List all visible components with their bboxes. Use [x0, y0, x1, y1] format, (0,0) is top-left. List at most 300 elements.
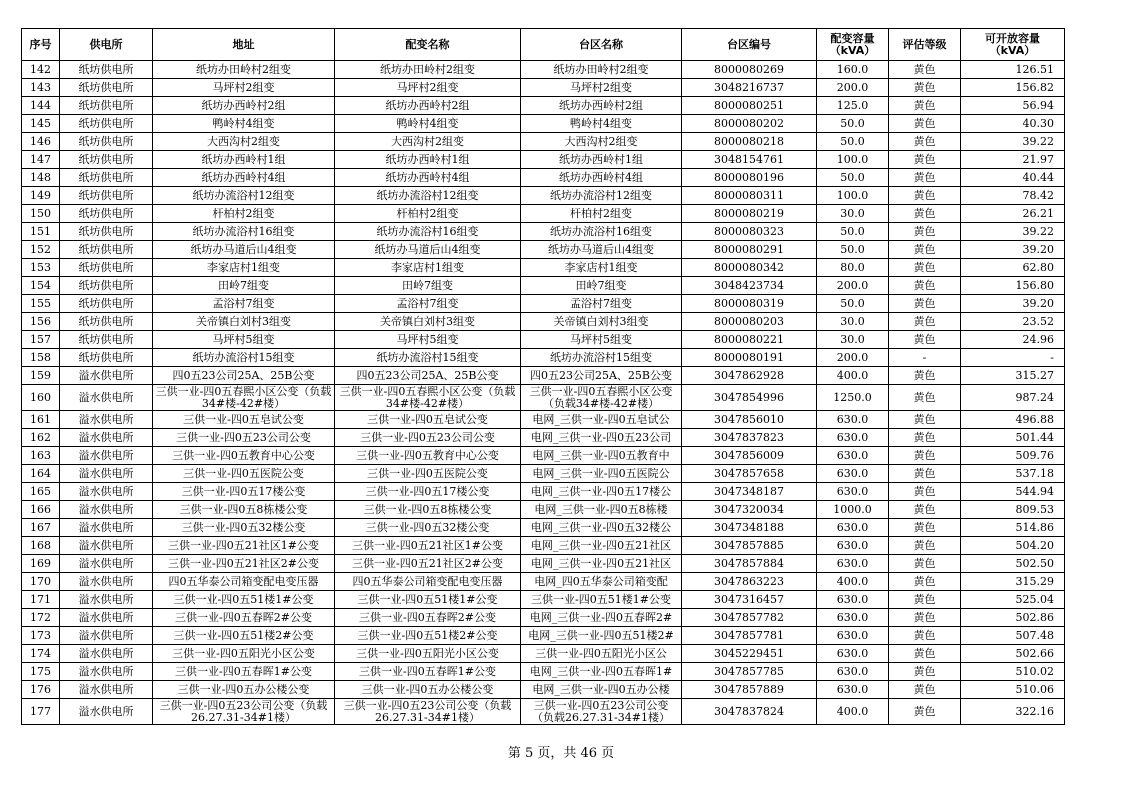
cell-col-capacity: 400.0 [817, 573, 889, 591]
cell-col-area-code: 8000080196 [682, 169, 817, 187]
cell-col-area-code: 3047316457 [682, 591, 817, 609]
cell-col-open-capacity: 322.16 [961, 699, 1065, 725]
cell-col-index: 153 [22, 259, 60, 277]
cell-col-open-capacity: 987.24 [961, 385, 1065, 411]
table-row [22, 331, 1065, 349]
cell-col-area-code: 3047348187 [682, 483, 817, 501]
cell-col-capacity: 50.0 [817, 115, 889, 133]
table-row [22, 205, 1065, 223]
cell-col-open-capacity: 502.50 [961, 555, 1065, 573]
cell-col-area-code: 8000080311 [682, 187, 817, 205]
table-row [22, 699, 1065, 725]
cell-col-station: 纸坊供电所 [60, 349, 153, 367]
cell-col-area-code: 3048154761 [682, 151, 817, 169]
cell-col-transformer: 三供一业-四0五51楼2#公变 [335, 627, 521, 645]
cell-col-grade: 黄色 [889, 241, 961, 259]
cell-col-grade: 黄色 [889, 295, 961, 313]
cell-col-open-capacity: 501.44 [961, 429, 1065, 447]
cell-col-open-capacity: 502.66 [961, 645, 1065, 663]
cell-col-capacity: 200.0 [817, 277, 889, 295]
cell-col-area-code: 3047348188 [682, 519, 817, 537]
table-row [22, 241, 1065, 259]
cell-col-area-code: 3048216737 [682, 79, 817, 97]
cell-col-area-code: 8000080323 [682, 223, 817, 241]
cell-col-capacity: 100.0 [817, 151, 889, 169]
table-row [22, 573, 1065, 591]
cell-col-station: 纸坊供电所 [60, 61, 153, 79]
cell-col-area-name: 电网_三供一业-四0五23公司 [521, 429, 682, 447]
cell-col-capacity: 30.0 [817, 331, 889, 349]
cell-col-index: 171 [22, 591, 60, 609]
table-row [22, 115, 1065, 133]
cell-col-index: 155 [22, 295, 60, 313]
cell-col-grade: 黄色 [889, 447, 961, 465]
cell-col-area-code: 3047857885 [682, 537, 817, 555]
page-footer: 第 5 页，共 46 页 [507, 746, 615, 761]
cell-col-area-name: 关帝镇白刘村3组变 [521, 313, 682, 331]
cell-col-address: 关帝镇白刘村3组变 [153, 313, 335, 331]
cell-col-area-code: 3047857785 [682, 663, 817, 681]
cell-col-index: 176 [22, 681, 60, 699]
cell-col-station: 溢水供电所 [60, 681, 153, 699]
header-col-address: 地址 [153, 29, 335, 61]
table-row [22, 133, 1065, 151]
cell-col-index: 166 [22, 501, 60, 519]
cell-col-area-code: 8000080221 [682, 331, 817, 349]
header-col-transformer: 配变名称 [335, 29, 521, 61]
cell-col-area-name: 马坪村5组变 [521, 331, 682, 349]
cell-col-address: 三供一业-四0五办公楼公变 [153, 681, 335, 699]
cell-col-station: 纸坊供电所 [60, 295, 153, 313]
cell-col-grade: 黄色 [889, 169, 961, 187]
table-row [22, 645, 1065, 663]
cell-col-area-name: 纸坊办西岭村2组 [521, 97, 682, 115]
cell-col-index: 142 [22, 61, 60, 79]
cell-col-grade: 黄色 [889, 501, 961, 519]
cell-col-index: 167 [22, 519, 60, 537]
cell-col-capacity: 630.0 [817, 429, 889, 447]
cell-col-open-capacity: 78.42 [961, 187, 1065, 205]
cell-col-area-code: 8000080202 [682, 115, 817, 133]
cell-col-area-code: 8000080291 [682, 241, 817, 259]
cell-col-grade: 黄色 [889, 223, 961, 241]
cell-col-grade: 黄色 [889, 115, 961, 133]
cell-col-area-name: 纸坊办流浴村15组变 [521, 349, 682, 367]
cell-col-index: 161 [22, 411, 60, 429]
cell-col-transformer: 马坪村5组变 [335, 331, 521, 349]
capacity-table [21, 28, 1065, 725]
cell-col-open-capacity: 40.44 [961, 169, 1065, 187]
cell-col-open-capacity: - [961, 349, 1065, 367]
cell-col-capacity: 50.0 [817, 223, 889, 241]
cell-col-address: 四0五华泰公司箱变配电变压器 [153, 573, 335, 591]
cell-col-area-name: 纸坊办西岭村4组 [521, 169, 682, 187]
cell-col-capacity: 50.0 [817, 295, 889, 313]
cell-col-area-code: 3047856009 [682, 447, 817, 465]
cell-col-area-name: 电网_三供一业-四0五17楼公 [521, 483, 682, 501]
cell-col-station: 溢水供电所 [60, 591, 153, 609]
cell-col-area-name: 电网_三供一业-四0五21社区 [521, 537, 682, 555]
cell-col-address: 三供一业-四0五23公司公变（负载26.27.31-34#1楼） [153, 699, 335, 725]
cell-col-area-name: 田岭7组变 [521, 277, 682, 295]
cell-col-station: 纸坊供电所 [60, 187, 153, 205]
cell-col-transformer: 李家店村1组变 [335, 259, 521, 277]
cell-col-area-code: 8000080191 [682, 349, 817, 367]
cell-col-index: 144 [22, 97, 60, 115]
cell-col-capacity: 200.0 [817, 349, 889, 367]
cell-col-capacity: 200.0 [817, 79, 889, 97]
cell-col-grade: 黄色 [889, 411, 961, 429]
cell-col-area-code: 8000080319 [682, 295, 817, 313]
cell-col-capacity: 50.0 [817, 133, 889, 151]
table-row [22, 537, 1065, 555]
table-row [22, 555, 1065, 573]
cell-col-area-code: 3048423734 [682, 277, 817, 295]
cell-col-address: 李家店村1组变 [153, 259, 335, 277]
cell-col-grade: 黄色 [889, 277, 961, 295]
cell-col-grade: 黄色 [889, 331, 961, 349]
cell-col-transformer: 三供一业-四0五23公司公变（负载26.27.31-34#1楼） [335, 699, 521, 725]
cell-col-station: 溢水供电所 [60, 385, 153, 411]
cell-col-open-capacity: 507.48 [961, 627, 1065, 645]
cell-col-address: 三供一业-四0五春晖2#公变 [153, 609, 335, 627]
table-row [22, 259, 1065, 277]
cell-col-transformer: 三供一业-四0五办公楼公变 [335, 681, 521, 699]
cell-col-grade: 黄色 [889, 591, 961, 609]
cell-col-index: 160 [22, 385, 60, 411]
cell-col-open-capacity: 126.51 [961, 61, 1065, 79]
cell-col-area-name: 三供一业-四0五阳光小区公 [521, 645, 682, 663]
cell-col-transformer: 纸坊办田岭村2组变 [335, 61, 521, 79]
cell-col-index: 156 [22, 313, 60, 331]
cell-col-capacity: 1000.0 [817, 501, 889, 519]
cell-col-capacity: 630.0 [817, 483, 889, 501]
cell-col-area-name: 电网_三供一业-四0五21社区 [521, 555, 682, 573]
cell-col-address: 三供一业-四0五春晖1#公变 [153, 663, 335, 681]
cell-col-capacity: 50.0 [817, 169, 889, 187]
cell-col-open-capacity: 56.94 [961, 97, 1065, 115]
cell-col-open-capacity: 514.86 [961, 519, 1065, 537]
cell-col-grade: 黄色 [889, 483, 961, 501]
cell-col-transformer: 纸坊办流浴村15组变 [335, 349, 521, 367]
cell-col-open-capacity: 23.52 [961, 313, 1065, 331]
cell-col-index: 159 [22, 367, 60, 385]
cell-col-area-name: 三供一业-四0五51楼1#公变 [521, 591, 682, 609]
cell-col-station: 纸坊供电所 [60, 223, 153, 241]
table-row [22, 349, 1065, 367]
cell-col-area-code: 3047857889 [682, 681, 817, 699]
cell-col-grade: 黄色 [889, 151, 961, 169]
cell-col-grade: 黄色 [889, 699, 961, 725]
cell-col-capacity: 630.0 [817, 519, 889, 537]
cell-col-address: 大西沟村2组变 [153, 133, 335, 151]
cell-col-station: 纸坊供电所 [60, 277, 153, 295]
cell-col-grade: 黄色 [889, 97, 961, 115]
cell-col-station: 溢水供电所 [60, 429, 153, 447]
cell-col-transformer: 鸭岭村4组变 [335, 115, 521, 133]
cell-col-index: 168 [22, 537, 60, 555]
cell-col-transformer: 三供一业-四0五春熙小区公变（负载34#楼-42#楼） [335, 385, 521, 411]
cell-col-capacity: 630.0 [817, 591, 889, 609]
cell-col-grade: 黄色 [889, 519, 961, 537]
cell-col-address: 三供一业-四0五17楼公变 [153, 483, 335, 501]
cell-col-grade: 黄色 [889, 205, 961, 223]
cell-col-address: 马坪村2组变 [153, 79, 335, 97]
cell-col-open-capacity: 537.18 [961, 465, 1065, 483]
cell-col-transformer: 纸坊办西岭村2组 [335, 97, 521, 115]
cell-col-area-name: 电网_三供一业-四0五春晖2# [521, 609, 682, 627]
cell-col-index: 170 [22, 573, 60, 591]
cell-col-capacity: 125.0 [817, 97, 889, 115]
cell-col-transformer: 三供一业-四0五21社区2#公变 [335, 555, 521, 573]
cell-col-station: 溢水供电所 [60, 537, 153, 555]
header-row [22, 29, 1065, 61]
cell-col-open-capacity: 156.82 [961, 79, 1065, 97]
table-row [22, 519, 1065, 537]
cell-col-area-code: 8000080342 [682, 259, 817, 277]
table-row [22, 277, 1065, 295]
cell-col-open-capacity: 525.04 [961, 591, 1065, 609]
cell-col-transformer: 大西沟村2组变 [335, 133, 521, 151]
cell-col-station: 纸坊供电所 [60, 79, 153, 97]
cell-col-transformer: 四0五23公司25A、25B公变 [335, 367, 521, 385]
cell-col-transformer: 三供一业-四0五春晖2#公变 [335, 609, 521, 627]
cell-col-index: 148 [22, 169, 60, 187]
cell-col-grade: 黄色 [889, 465, 961, 483]
cell-col-grade: 黄色 [889, 663, 961, 681]
cell-col-open-capacity: 156.80 [961, 277, 1065, 295]
cell-col-open-capacity: 510.02 [961, 663, 1065, 681]
header-col-grade: 评估等级 [889, 29, 961, 61]
cell-col-capacity: 400.0 [817, 699, 889, 725]
cell-col-area-name: 电网_三供一业-四0五32楼公 [521, 519, 682, 537]
table-row [22, 223, 1065, 241]
cell-col-station: 溢水供电所 [60, 501, 153, 519]
cell-col-capacity: 400.0 [817, 367, 889, 385]
cell-col-capacity: 630.0 [817, 627, 889, 645]
header-col-capacity: 配变容量 （kVA） [817, 29, 889, 61]
cell-col-station: 纸坊供电所 [60, 241, 153, 259]
cell-col-area-name: 电网_三供一业-四0五教育中 [521, 447, 682, 465]
table-row [22, 97, 1065, 115]
cell-col-station: 溢水供电所 [60, 699, 153, 725]
cell-col-station: 纸坊供电所 [60, 151, 153, 169]
cell-col-capacity: 80.0 [817, 259, 889, 277]
cell-col-transformer: 四0五华泰公司箱变配电变压器 [335, 573, 521, 591]
cell-col-area-code: 3047863223 [682, 573, 817, 591]
table-row [22, 627, 1065, 645]
cell-col-open-capacity: 40.30 [961, 115, 1065, 133]
cell-col-area-name: 大西沟村2组变 [521, 133, 682, 151]
cell-col-station: 溢水供电所 [60, 627, 153, 645]
table-row [22, 663, 1065, 681]
table-row [22, 483, 1065, 501]
cell-col-grade: 黄色 [889, 313, 961, 331]
cell-col-station: 溢水供电所 [60, 367, 153, 385]
cell-col-index: 164 [22, 465, 60, 483]
cell-col-transformer: 纸坊办流浴村12组变 [335, 187, 521, 205]
cell-col-area-name: 电网_四0五华泰公司箱变配 [521, 573, 682, 591]
cell-col-address: 三供一业-四0五21社区1#公变 [153, 537, 335, 555]
cell-col-address: 三供一业-四0五皂试公变 [153, 411, 335, 429]
table-row [22, 681, 1065, 699]
cell-col-station: 纸坊供电所 [60, 331, 153, 349]
cell-col-address: 纸坊办流浴村15组变 [153, 349, 335, 367]
cell-col-grade: 黄色 [889, 555, 961, 573]
cell-col-address: 三供一业-四0五8栋楼公变 [153, 501, 335, 519]
cell-col-transformer: 三供一业-四0五教育中心公变 [335, 447, 521, 465]
cell-col-transformer: 三供一业-四0五51楼1#公变 [335, 591, 521, 609]
table-row [22, 61, 1065, 79]
cell-col-index: 165 [22, 483, 60, 501]
cell-col-address: 纸坊办西岭村2组 [153, 97, 335, 115]
cell-col-open-capacity: 504.20 [961, 537, 1065, 555]
cell-col-address: 鸭岭村4组变 [153, 115, 335, 133]
cell-col-address: 三供一业-四0五51楼2#公变 [153, 627, 335, 645]
cell-col-index: 145 [22, 115, 60, 133]
cell-col-open-capacity: 39.20 [961, 241, 1065, 259]
cell-col-index: 175 [22, 663, 60, 681]
cell-col-station: 溢水供电所 [60, 465, 153, 483]
cell-col-area-name: 电网_三供一业-四0五皂试公 [521, 411, 682, 429]
cell-col-open-capacity: 496.88 [961, 411, 1065, 429]
cell-col-station: 溢水供电所 [60, 519, 153, 537]
cell-col-transformer: 三供一业-四0五21社区1#公变 [335, 537, 521, 555]
cell-col-index: 154 [22, 277, 60, 295]
cell-col-address: 三供一业-四0五医院公变 [153, 465, 335, 483]
cell-col-station: 溢水供电所 [60, 447, 153, 465]
cell-col-grade: 黄色 [889, 573, 961, 591]
cell-col-grade: 黄色 [889, 609, 961, 627]
cell-col-address: 纸坊办流浴村16组变 [153, 223, 335, 241]
cell-col-grade: 黄色 [889, 367, 961, 385]
cell-col-transformer: 纸坊办西岭村1组 [335, 151, 521, 169]
cell-col-address: 田岭7组变 [153, 277, 335, 295]
cell-col-index: 152 [22, 241, 60, 259]
table-row [22, 591, 1065, 609]
cell-col-area-code: 3045229451 [682, 645, 817, 663]
header-col-area-code: 台区编号 [682, 29, 817, 61]
cell-col-grade: 黄色 [889, 429, 961, 447]
cell-col-address: 三供一业-四0五春熙小区公变（负载34#楼-42#楼） [153, 385, 335, 411]
cell-col-address: 三供一业-四0五教育中心公变 [153, 447, 335, 465]
cell-col-capacity: 630.0 [817, 447, 889, 465]
cell-col-grade: 黄色 [889, 645, 961, 663]
cell-col-capacity: 630.0 [817, 609, 889, 627]
cell-col-area-name: 马坪村2组变 [521, 79, 682, 97]
cell-col-open-capacity: 26.21 [961, 205, 1065, 223]
cell-col-capacity: 630.0 [817, 663, 889, 681]
cell-col-transformer: 纸坊办马道后山4组变 [335, 241, 521, 259]
cell-col-area-name: 孟浴村7组变 [521, 295, 682, 313]
cell-col-transformer: 关帝镇白刘村3组变 [335, 313, 521, 331]
cell-col-grade: 黄色 [889, 385, 961, 411]
cell-col-address: 纸坊办流浴村12组变 [153, 187, 335, 205]
cell-col-address: 孟浴村7组变 [153, 295, 335, 313]
cell-col-index: 177 [22, 699, 60, 725]
table-row [22, 79, 1065, 97]
cell-col-grade: - [889, 349, 961, 367]
cell-col-capacity: 630.0 [817, 645, 889, 663]
cell-col-station: 纸坊供电所 [60, 205, 153, 223]
cell-col-area-name: 三供一业-四0五春熙小区公变（负载34#楼-42#楼） [521, 385, 682, 411]
cell-col-transformer: 田岭7组变 [335, 277, 521, 295]
cell-col-address: 纸坊办西岭村1组 [153, 151, 335, 169]
cell-col-station: 纸坊供电所 [60, 313, 153, 331]
header-col-area-name: 台区名称 [521, 29, 682, 61]
cell-col-area-name: 电网_三供一业-四0五医院公 [521, 465, 682, 483]
cell-col-open-capacity: 21.97 [961, 151, 1065, 169]
cell-col-grade: 黄色 [889, 627, 961, 645]
cell-col-open-capacity: 502.86 [961, 609, 1065, 627]
cell-col-open-capacity: 39.22 [961, 223, 1065, 241]
cell-col-transformer: 三供一业-四0五皂试公变 [335, 411, 521, 429]
cell-col-address: 杆柏村2组变 [153, 205, 335, 223]
table-row [22, 411, 1065, 429]
cell-col-grade: 黄色 [889, 133, 961, 151]
cell-col-station: 溢水供电所 [60, 483, 153, 501]
table-row [22, 385, 1065, 411]
cell-col-index: 149 [22, 187, 60, 205]
cell-col-index: 143 [22, 79, 60, 97]
cell-col-area-name: 纸坊办流浴村12组变 [521, 187, 682, 205]
cell-col-area-code: 8000080251 [682, 97, 817, 115]
cell-col-open-capacity: 24.96 [961, 331, 1065, 349]
cell-col-area-name: 杆柏村2组变 [521, 205, 682, 223]
table-row [22, 501, 1065, 519]
header-col-index: 序号 [22, 29, 60, 61]
cell-col-area-name: 纸坊办马道后山4组变 [521, 241, 682, 259]
cell-col-index: 172 [22, 609, 60, 627]
cell-col-index: 162 [22, 429, 60, 447]
cell-col-open-capacity: 509.76 [961, 447, 1065, 465]
cell-col-station: 溢水供电所 [60, 645, 153, 663]
cell-col-area-name: 电网_三供一业-四0五春晖1# [521, 663, 682, 681]
table-body [22, 61, 1065, 725]
cell-col-transformer: 三供一业-四0五23公司公变 [335, 429, 521, 447]
cell-col-capacity: 50.0 [817, 241, 889, 259]
cell-col-open-capacity: 315.29 [961, 573, 1065, 591]
cell-col-address: 三供一业-四0五阳光小区公变 [153, 645, 335, 663]
cell-col-address: 三供一业-四0五23公司公变 [153, 429, 335, 447]
cell-col-capacity: 30.0 [817, 313, 889, 331]
table-row [22, 465, 1065, 483]
cell-col-area-name: 电网_三供一业-四0五办公楼 [521, 681, 682, 699]
cell-col-station: 溢水供电所 [60, 411, 153, 429]
cell-col-capacity: 160.0 [817, 61, 889, 79]
cell-col-address: 纸坊办马道后山4组变 [153, 241, 335, 259]
cell-col-address: 三供一业-四0五51楼1#公变 [153, 591, 335, 609]
cell-col-area-name: 三供一业-四0五23公司公变（负载26.27.31-34#1楼） [521, 699, 682, 725]
cell-col-transformer: 三供一业-四0五医院公变 [335, 465, 521, 483]
cell-col-open-capacity: 62.80 [961, 259, 1065, 277]
table-row [22, 187, 1065, 205]
cell-col-address: 四0五23公司25A、25B公变 [153, 367, 335, 385]
cell-col-area-code: 3047837824 [682, 699, 817, 725]
cell-col-grade: 黄色 [889, 681, 961, 699]
cell-col-area-name: 纸坊办西岭村1组 [521, 151, 682, 169]
cell-col-area-name: 李家店村1组变 [521, 259, 682, 277]
table-row [22, 447, 1065, 465]
cell-col-open-capacity: 544.94 [961, 483, 1065, 501]
cell-col-grade: 黄色 [889, 537, 961, 555]
table-row [22, 151, 1065, 169]
cell-col-open-capacity: 809.53 [961, 501, 1065, 519]
cell-col-transformer: 三供一业-四0五8栋楼公变 [335, 501, 521, 519]
table-row [22, 609, 1065, 627]
cell-col-capacity: 630.0 [817, 537, 889, 555]
cell-col-open-capacity: 39.22 [961, 133, 1065, 151]
